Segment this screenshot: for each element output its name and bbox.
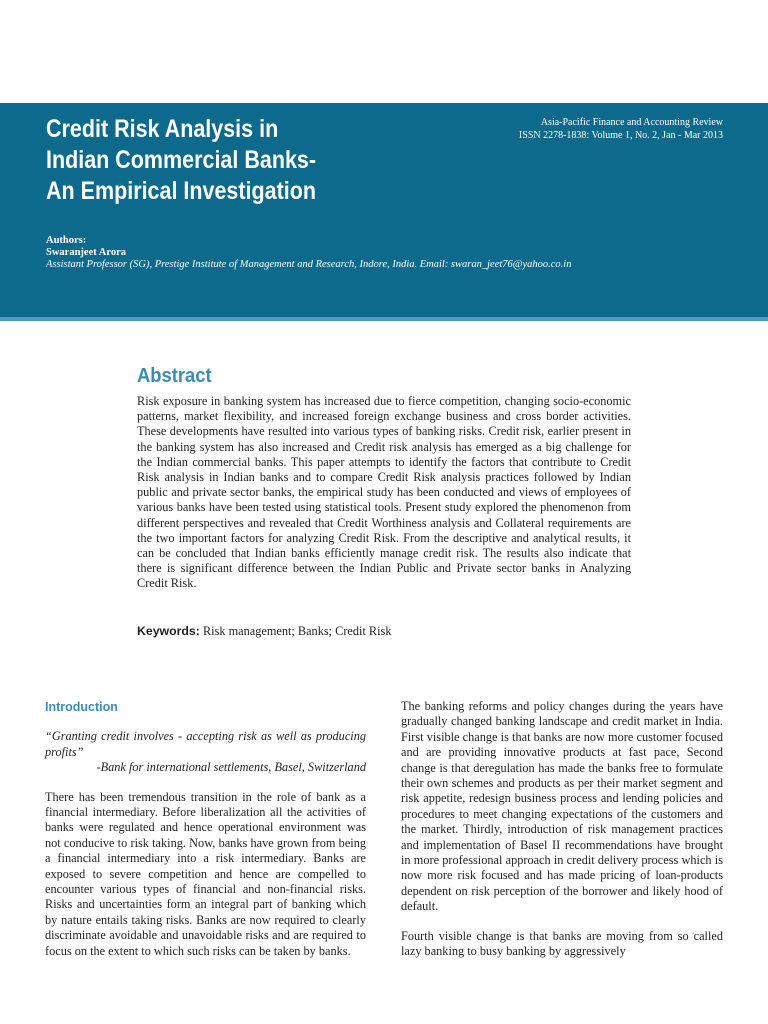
- author-affiliation: Assistant Professor (SG), Prestige Institute of Management and Research, Indore, India. Email: swaran_jeet76@yahoo.co.in: [46, 259, 572, 270]
- abstract-heading: Abstract: [137, 365, 212, 387]
- intro-paragraph-3: Fourth visible change is that banks are moving from so called lazy banking to busy banking by aggressively: [401, 928, 723, 959]
- introduction-heading: Introduction: [45, 700, 118, 714]
- left-column: [45, 700, 366, 973]
- keywords-line: [137, 624, 392, 639]
- article-title-line-3: An Empirical Investigation: [46, 177, 316, 205]
- author-name: Swaranjeet Arora: [46, 247, 126, 258]
- right-column: [401, 699, 723, 974]
- authors-block: [46, 235, 571, 271]
- epigraph-source: -Bank for international settlements, Basel, Switzerland: [96, 760, 366, 775]
- intro-paragraph-1: There has been tremendous transition in the role of bank as a financial intermediary. Before liberalization all the activities of banks were regulated and hence operational environment was not conducive to risk taking. Now, banks have grown from being a financial intermediary into a risk intermediary. Banks are exposed to severe competition and hence are compelled to encounter various types of financial and non-financial risks. Risks and uncertainties form an integral part of banking which by nature entails taking risks. Banks are now required to clearly discriminate avoidable and unavoidable risks and are required to focus on the extent to which such risks can be taken by banks.: [45, 789, 366, 958]
- journal-info: [519, 116, 723, 142]
- journal-name: Asia-Pacific Finance and Accounting Review: [540, 117, 723, 128]
- article-title-line-2: Indian Commercial Banks-: [46, 146, 317, 174]
- epigraph-quote: “Granting credit involves - accepting risk as well as producing profits”: [45, 729, 366, 759]
- abstract-body: Risk exposure in banking system has increased due to fierce competition, changing socio-economic patterns, market flexibility, and increased foreign exchange business and cross border activities. These developments have resulted into various types of banking risks. Credit risk, earlier present in the banking system has also increased and Credit risk analysis has emerged as a big challenge for the Indian commercial banks. This paper attempts to identify the factors that contribute to Credit Risk analysis in Indian banks and to compare Credit Risk analysis practices followed by Indian public and private sector banks, the empirical study has been conducted and views of employees of various banks have been tested using statistical tools. Present study explored the phenomenon from different perspectives and revealed that Credit Worthiness analysis and Collateral requirements are the two important factors for analyzing Credit Risk. From the descriptive and analytical results, it can be concluded that Indian banks efficiently manage credit risk. The results also indicate that there is significant difference between the Indian Public and Private sector banks in Analyzing Credit Risk.: [137, 394, 631, 591]
- intro-paragraph-2: The banking reforms and policy changes during the years have gradually changed banking landscape and credit market in India. First visible change is that banks are now more customer focused and are providing innovative products at fast pace, Second change is that deregulation has made the banks free to formulate their own schemes and products as per their market segment and risk appetite, redesign business process and lending policies and procedures to meet changing expectations of the customers and the market. Thirdly, introduction of risk management practices and implementation of Basel II recommendations have brought in more professional approach in credit delivery process which is now more risk focused and has made pricing of loan-products dependent on risk perception of the borrower and likely hood of default.: [401, 699, 723, 914]
- journal-issue: ISSN 2278-1838: Volume 1, No. 2, Jan - Mar 2013: [518, 130, 723, 141]
- article-title-line-1: Credit Risk Analysis in: [46, 115, 279, 143]
- keywords-label: Keywords:: [137, 624, 200, 638]
- keywords-text: Risk management; Banks; Credit Risk: [202, 624, 392, 638]
- authors-label: Authors:: [46, 235, 87, 246]
